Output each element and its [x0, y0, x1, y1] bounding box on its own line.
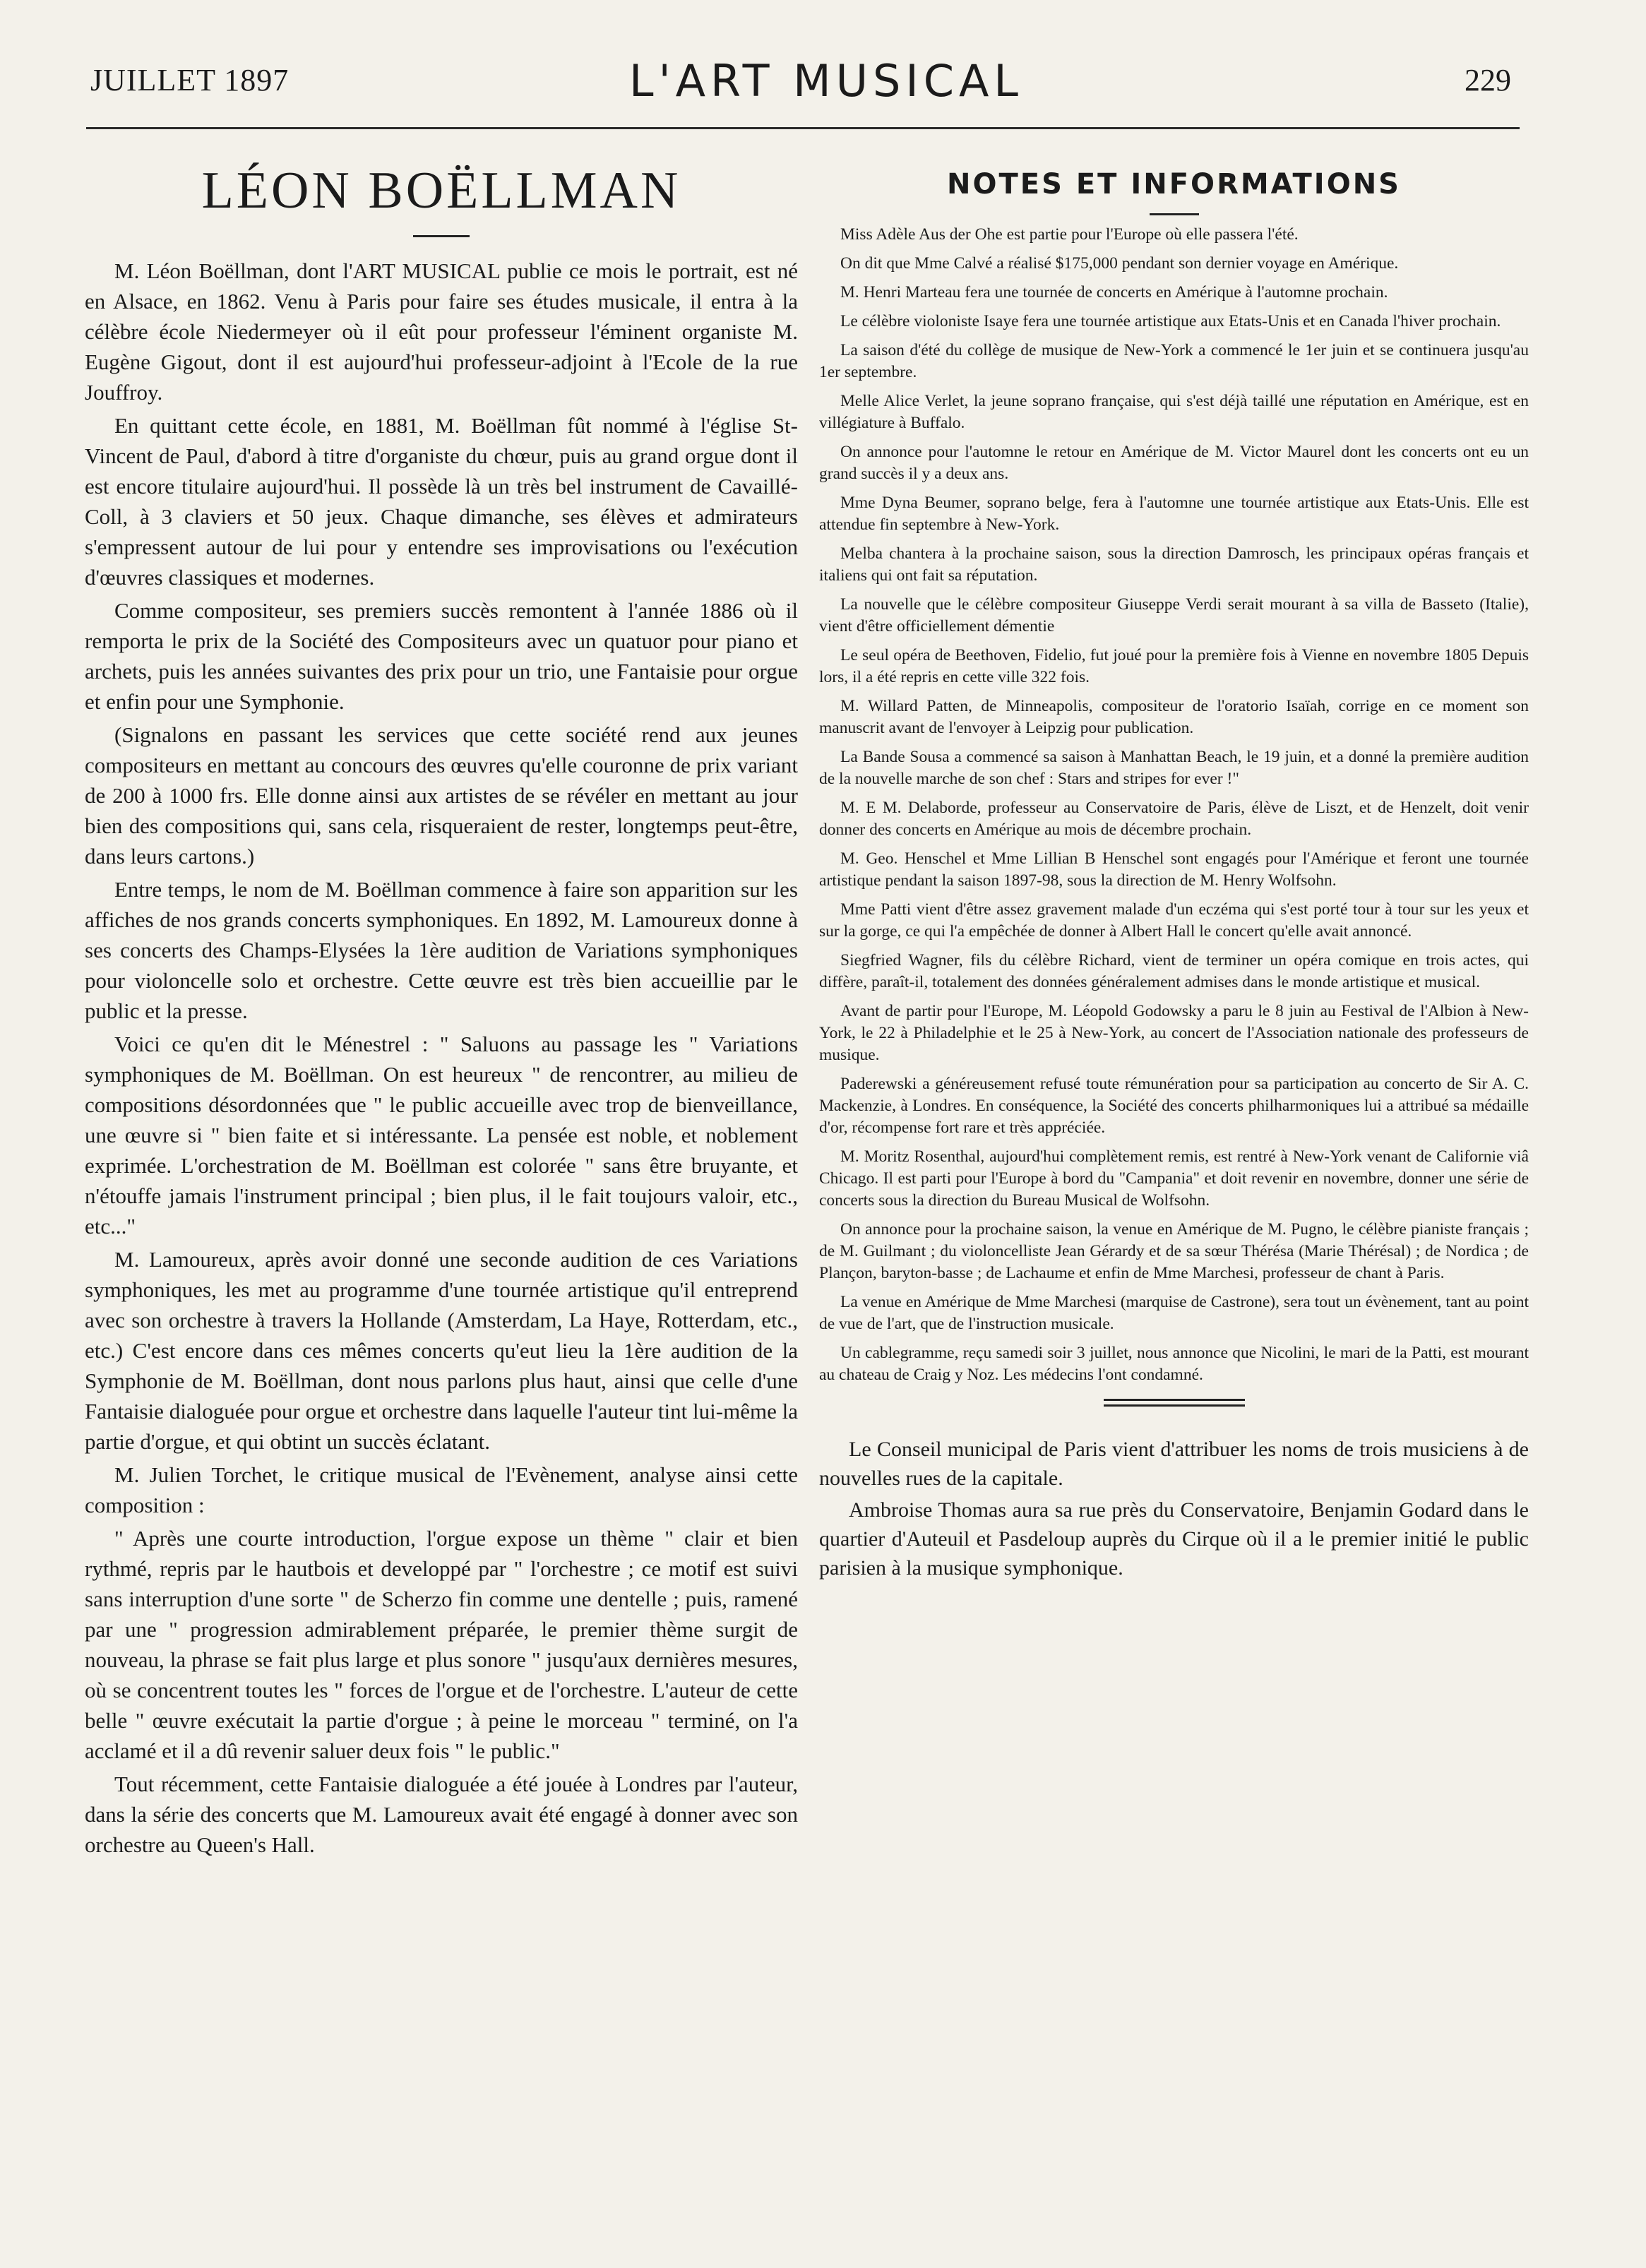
- note-item: Mme Dyna Beumer, soprano belge, fera à l'automne une tournée artistique aux Etats-Unis. Elle est attendue fin septembre à New-York.: [819, 494, 1529, 534]
- note-item: Mme Patti vient d'être assez gravement malade d'un eczéma qui s'est porté tour à tour sur les yeux et sur la gorge, ce qui l'a empêchée de donner à Albert Hall le concert qu'elle avait annoncé.: [819, 900, 1529, 941]
- notes-title-rule: [1150, 213, 1199, 215]
- article-paragraph: Entre temps, le nom de M. Boëllman commence à faire son apparition sur les affiches de nos grands concerts symphoniques. En 1892, M. Lamoureux donne à ses concerts des Champs-Elysées la 1ère audition de Variations symphoniques pour violoncelle solo et orchestre. Cette œuvre est très bien accueillie par le public et la presse.: [85, 877, 798, 1023]
- title-rule: [413, 235, 470, 237]
- article-quote-menestrel: Voici ce qu'en dit le Ménestrel : " Saluons au passage les " Variations symphoniques de M. Boëllman. On est heureux " de rencontrer, au milieu de compositions désordonnées que " le public accueille avec trop de bienveillance, une œuvre si " bien faite et si intéressante. La pensée est noble, et noblement exprimée. L'orchestration de M. Boëllman est colorée " sans être bruyante, et n'étouffe jamais l'instrument principal ; bien plus, il le fait toujours valoir, etc., etc...": [85, 1032, 798, 1239]
- article-quote-evenement: " Après une courte introduction, l'orgue expose un thème " clair et bien rythmé, repris par le hautbois et developpé par " l'orchestre ; ce motif est suivi sans interruption d'une sorte " de Scherzo fin comme une dentelle ; puis, ramené par une " progression admirablement préparée, le premier thème surgit de nouveau, la phrase se fait plus large et plus sonore " jusqu'aux dernières mesures, où se concentrent toutes les " forces de l'orgue et de l'orchestre. L'auteur de cette belle " œuvre exécutait la partie d'orgue ; à peine le morceau " terminé, on l'a acclamé et il a dû revenir saluer deux fois " le public.": [85, 1526, 798, 1763]
- note-item: La nouvelle que le célèbre compositeur Giuseppe Verdi serait mourant à sa villa de Basseto (Italie), vient d'être officiellement démentie: [819, 595, 1529, 635]
- note-item: M. Moritz Rosenthal, aujourd'hui complètement remis, est rentré à New-York venant de Californie viâ Chicago. Il est parti pour l'Europe à bord du "Campania" et doit revenir en novembre, donner une série de concerts sous la direction du Bureau Musical de Wolfsohn.: [819, 1147, 1529, 1210]
- note-item: Melle Alice Verlet, la jeune soprano française, qui s'est déjà taillé une réputation en Amérique, est en villégiature à Buffalo.: [819, 392, 1529, 432]
- notes-section: [819, 155, 1529, 1585]
- article-paragraph: Comme compositeur, ses premiers succès remontent à l'année 1886 où il remporta le prix de la Société des Compositeurs avec un quatuor pour piano et archets, puis les années suivantes des prix pour un trio, une Fantaisie pour orgue et enfin pour une Symphonie.: [85, 598, 798, 714]
- note-item: On annonce pour la prochaine saison, la venue en Amérique de M. Pugno, le célèbre pianiste français ; de M. Guilmant ; du violoncelliste Jean Gérardy et de sa sœur Thérésa (Marie Thérésal) ; de Nordica ; de Plançon, baryton-basse ; de Lachaume et enfin de Mme Marchesi, professeur de chant à Paris.: [819, 1220, 1529, 1282]
- article-paragraph: M. Léon Boëllman, dont l'ART MUSICAL publie ce mois le portrait, est né en Alsace, en 1862. Venu à Paris pour faire ses études musicale, il entra à la célèbre école Niedermeyer où il eût pour professeur l'éminent organiste M. Eugène Gigout, dont il est aujourd'hui professeur-adjoint à l'Ecole de la rue Jouffroy.: [85, 258, 798, 405]
- running-header-date: JUILLET 1897: [90, 63, 290, 97]
- note-item: On dit que Mme Calvé a réalisé $175,000 pendant son dernier voyage en Amérique.: [840, 254, 1399, 273]
- note-item: Le seul opéra de Beethoven, Fidelio, fut joué pour la première fois à Vienne en novembre 1805 Depuis lors, il a été repris en cette ville 322 fois.: [819, 646, 1529, 686]
- note-item: M. E M. Delaborde, professeur au Conservatoire de Paris, élève de Liszt, et de Henzelt, doit venir donner des concerts en Amérique au mois de décembre prochain.: [819, 799, 1529, 839]
- note-item: M. Willard Patten, de Minneapolis, compositeur de l'oratorio Isaïah, corrige en ce moment son manuscrit avant de l'envoyer à Leipzig pour publication.: [819, 697, 1529, 737]
- running-header-masthead: L'ART MUSICAL: [629, 55, 1023, 107]
- note-item: M. Henri Marteau fera une tournée de concerts en Amérique à l'automne prochain.: [840, 283, 1388, 302]
- note-item: La venue en Amérique de Mme Marchesi (marquise de Castrone), sera tout un évènement, tant au point de vue de l'art, que de l'instruction musicale.: [819, 1293, 1529, 1333]
- article-title: LÉON BOËLLMAN: [201, 162, 681, 220]
- note-item: La Bande Sousa a commencé sa saison à Manhattan Beach, le 19 juin, et a donné la première audition de la nouvelle marche de son chef : Stars and stripes for ever !": [819, 748, 1529, 788]
- note-item: Miss Adèle Aus der Ohe est partie pour l'Europe où elle passera l'été.: [840, 225, 1299, 244]
- closing-paragraph: Ambroise Thomas aura sa rue près du Conservatoire, Benjamin Godard dans le quartier d'Auteuil et Pasdeloup auprès du Cirque où il a le premier initié le public parisien à la musique symphonique.: [819, 1498, 1529, 1580]
- note-item: La saison d'été du collège de musique de New-York a commencé le 1er juin et se continuera jusqu'au 1er septembre.: [819, 341, 1529, 381]
- section-divider: [1104, 1399, 1245, 1407]
- page-number: 229: [1465, 63, 1511, 97]
- article-boellman: [85, 148, 798, 1863]
- note-item: Le célèbre violoniste Isaye fera une tournée artistique aux Etats-Unis et en Canada l'hiver prochain.: [840, 312, 1501, 330]
- notes-title: NOTES ET INFORMATIONS: [947, 168, 1401, 201]
- note-item: Un cablegramme, reçu samedi soir 3 juillet, nous annonce que Nicolini, le mari de la Patti, est mourant au chateau de Craig y Noz. Les médecins l'ont condamné.: [819, 1344, 1529, 1384]
- note-item: Melba chantera à la prochaine saison, sous la direction Damrosch, les principaux opéras français et italiens qui ont fait sa réputation.: [819, 544, 1529, 585]
- article-paragraph: Tout récemment, cette Fantaisie dialoguée a été jouée à Londres par l'auteur, dans la série des concerts que M. Lamoureux avait été engagé à donner avec son orchestre au Queen's Hall.: [85, 1772, 798, 1857]
- note-item: On annonce pour l'automne le retour en Amérique de M. Victor Maurel dont les concerts ont eu un grand succès il y a deux ans.: [819, 443, 1529, 483]
- article-paragraph: M. Julien Torchet, le critique musical de l'Evènement, analyse ainsi cette composition :: [85, 1462, 798, 1517]
- note-item: Paderewski a généreusement refusé toute rémunération pour sa participation au concerto de Sir A. C. Mackenzie, à Londres. En conséquence, la Société des concerts philharmoniques lui a attribué sa médaille d'or, récompense fort rare et très appréciée.: [819, 1075, 1529, 1137]
- note-item: Avant de partir pour l'Europe, M. Léopold Godowsky a paru le 8 juin au Festival de l'Albion à New-York, le 22 à Philadelphie et le 25 à New-York, au concert de l'Association nationale des professeurs de musique.: [819, 1002, 1529, 1064]
- article-paragraph: En quittant cette école, en 1881, M. Boëllman fût nommé à l'église St-Vincent de Paul, d'abord à titre d'organiste du chœur, puis au grand orgue dont il est encore titulaire aujourd'hui. Il possède là un très bel instrument de Cavaillé-Coll, à 3 claviers et 50 jeux. Chaque dimanche, ses élèves et admirateurs s'empressent autour de lui pour y entendre ses improvisations ou l'exécution d'œuvres classiques et modernes.: [85, 413, 798, 590]
- header-rule: [86, 127, 1520, 129]
- note-item: Siegfried Wagner, fils du célèbre Richard, vient de terminer un opéra comique en trois actes, qui diffère, paraît-il, totalement des données généralement admises dans le monde artistique et musical.: [819, 951, 1529, 991]
- article-paragraph: M. Lamoureux, après avoir donné une seconde audition de ces Variations symphoniques, les met au programme d'une tournée artistique qu'il entreprend avec son orchestre à travers la Hollande (Amsterdam, La Haye, Rotterdam, etc., etc.) C'est encore dans ces mêmes concerts qu'eut lieu la 1ère audition de la Symphonie de M. Boëllman, dont nous parlons plus haut, ainsi que celle d'une Fantaisie dialoguée pour orgue et orchestre dans laquelle l'auteur tint lui-même la partie d'orgue, et qui obtint un succès éclatant.: [85, 1247, 798, 1454]
- article-paragraph: (Signalons en passant les services que cette société rend aux jeunes compositeurs en mettant au concours des œuvres qu'elle couronne de prix variant de 200 à 1000 frs. Elle donne ainsi aux artistes de se révéler en mettant au jour bien des compositions qui, sans cela, risqueraient de rester, longtemps peut-être, dans leurs cartons.): [85, 722, 798, 869]
- closing-paragraph: Le Conseil municipal de Paris vient d'attribuer les noms de trois musiciens à de nouvelles rues de la capitale.: [819, 1438, 1529, 1490]
- note-item: M. Geo. Henschel et Mme Lillian B Henschel sont engagés pour l'Amérique et feront une tournée artistique pendant la saison 1897-98, sous la direction de M. Henry Wolfsohn.: [819, 849, 1529, 890]
